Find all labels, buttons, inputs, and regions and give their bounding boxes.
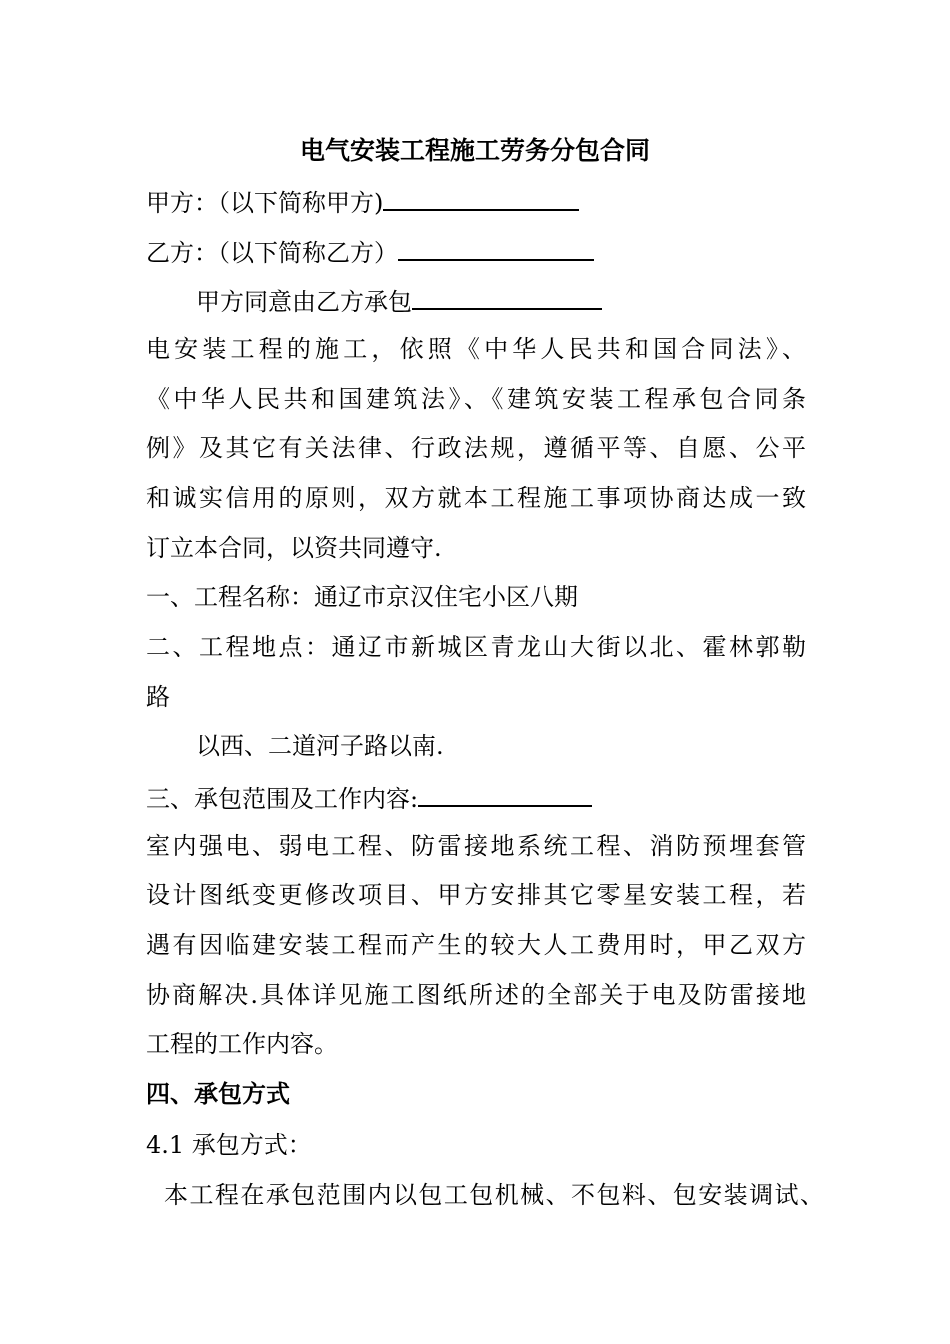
para1-line: 订立本合同，以资共同遵守. (146, 534, 442, 562)
party-a-label: 甲方：（以下简称甲方) (146, 189, 384, 217)
item-project-location: 二、工程地点：通辽市新城区青龙山大街以北、霍林郭勒 (146, 633, 806, 661)
para2-line: 设计图纸变更修改项目、甲方安排其它零星安装工程，若 (146, 881, 806, 909)
para2-line: 室内强电、弱电工程、防雷接地系统工程、消防预埋套管 (146, 832, 806, 860)
para2-line: 协商解决.具体详见施工图纸所述的全部关于电及防雷接地 (146, 981, 806, 1009)
body-line: 本工程在承包范围内以包工包机械、不包料、包安装调试、 (164, 1181, 824, 1209)
para1-line: 例》及其它有关法律、行政法规，遵循平等、自愿、公平 (146, 434, 806, 462)
party-a-line (146, 185, 579, 218)
party-a-blank (383, 185, 579, 211)
party-b-blank (398, 235, 594, 261)
party-b-label: 乙方：（以下简称乙方） (146, 239, 398, 267)
item-scope-label: 三、承包范围及工作内容: (146, 785, 419, 813)
item-scope-line (146, 781, 592, 814)
item-project-location-cont: 路 (146, 683, 170, 711)
document-title: 电气安装工程施工劳务分包合同 (299, 136, 650, 165)
subsection-label: 4.1 承包方式： (146, 1131, 312, 1159)
para1-line: 《中华人民共和国建筑法》、《建筑安装工程承包合同条 (146, 385, 806, 413)
para1-line: 和诚实信用的原则，双方就本工程施工事项协商达成一致 (146, 484, 806, 512)
agree-blank (412, 284, 602, 310)
para1-line: 电安装工程的施工，依照《中华人民共和国合同法》、 (146, 335, 806, 363)
item-scope-blank (418, 781, 592, 807)
party-b-line (146, 235, 594, 268)
item-project-location-cont: 以西、二道河子路以南. (196, 732, 444, 760)
para2-line: 遇有因临建安装工程而产生的较大人工费用时，甲乙双方 (146, 931, 806, 959)
agree-line (196, 284, 602, 317)
section-heading: 四、承包方式 (146, 1080, 290, 1108)
item-project-name: 一、工程名称：通辽市京汉住宅小区八期 (146, 583, 578, 611)
agree-label: 甲方同意由乙方承包 (196, 288, 412, 316)
para2-line: 工程的工作内容。 (146, 1030, 338, 1058)
